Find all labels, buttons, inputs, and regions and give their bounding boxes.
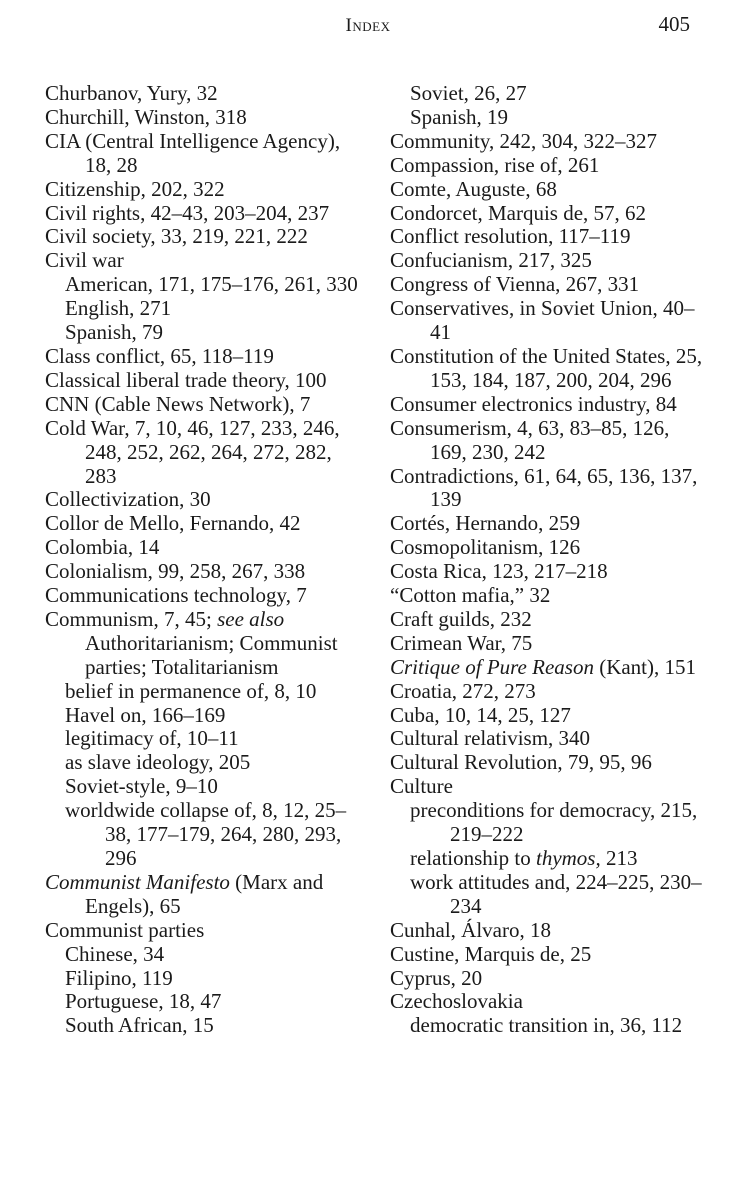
index-subentry — [45, 751, 365, 775]
index-subentry — [45, 943, 365, 967]
entry-text: Cunhal, Álvaro, 18 — [390, 917, 551, 942]
entry-text: Communist parties — [45, 917, 205, 942]
index-entry — [390, 751, 710, 775]
entry-text: Soviet, 26, 27 — [410, 81, 527, 105]
index-entry — [45, 225, 365, 249]
entry-text: Collectivization, 30 — [45, 487, 211, 512]
entry-text: Cultural Revolution, 79, 95, 96 — [390, 750, 652, 775]
entry-text: Cuba, 10, 14, 25, 127 — [390, 702, 571, 727]
index-subentry — [390, 82, 710, 106]
index-subentry — [45, 297, 365, 321]
entry-text: Colombia, 14 — [45, 535, 160, 560]
index-entry — [390, 393, 710, 417]
index-entry — [390, 943, 710, 967]
entry-text: Spanish, 19 — [410, 104, 509, 129]
running-head — [0, 12, 736, 40]
entry-text: Citizenship, 202, 322 — [45, 176, 225, 201]
entry-text: CIA (Central Intelligence Agency), 18, 28 — [45, 128, 341, 177]
index-entry — [45, 393, 365, 417]
entry-text: Craft guilds, 232 — [390, 606, 532, 631]
page-number: 405 — [658, 12, 690, 36]
index-subentry — [45, 321, 365, 345]
entry-text: American, 171, 175–176, 261, 330 — [65, 272, 358, 297]
entry-text: Authoritarianism; Communist parties; Totalitarianism — [85, 630, 338, 679]
entry-text: CNN (Cable News Network), 7 — [45, 391, 311, 416]
entry-text: Cosmopolitanism, 126 — [390, 535, 581, 560]
entry-text: Culture — [390, 774, 453, 799]
index-entry — [45, 512, 365, 536]
index-entry — [45, 130, 365, 178]
entry-text: Conservatives, in Soviet Union, 40–41 — [390, 296, 695, 345]
entry-text: Compassion, rise of, 261 — [390, 152, 600, 177]
entry-text: Contradictions, 61, 64, 65, 136, 137, 139 — [390, 463, 698, 512]
entry-text: (Kant), 151 — [593, 654, 697, 679]
index-subentry — [45, 680, 365, 704]
entry-text: Civil rights, 42–43, 203–204, 237 — [45, 200, 330, 225]
entry-text: belief in permanence of, 8, 10 — [65, 678, 317, 703]
index-entry — [390, 536, 710, 560]
entry-text: Congress of Vienna, 267, 331 — [390, 272, 640, 297]
index-entry — [390, 775, 710, 799]
entry-text: Crimean War, 75 — [390, 630, 533, 655]
index-entry — [45, 536, 365, 560]
index-entry — [390, 727, 710, 751]
entry-text: Community, 242, 304, 322–327 — [390, 128, 657, 153]
entry-text: worldwide collapse of, 8, 12, 25–38, 177–179, 264, 280, 293, 296 — [65, 798, 347, 870]
entry-text: relationship to — [410, 846, 536, 870]
entry-text: Croatia, 272, 273 — [390, 678, 536, 703]
entry-text: Cold War, 7, 10, 46, 127, 233, 246, 248, 252, 262, 264, 272, 282, 283 — [45, 415, 340, 488]
entry-text: Cultural relativism, 340 — [390, 726, 591, 751]
entry-text: “Cotton mafia,” 32 — [390, 583, 551, 608]
index-subentry — [390, 799, 710, 847]
entry-text: 213 — [600, 846, 638, 870]
entry-italic-text: see also — [217, 606, 285, 631]
index-entry — [390, 608, 710, 632]
entry-text: Churbanov, Yury, 32 — [45, 81, 218, 105]
index-entry — [45, 488, 365, 512]
index-entry — [45, 369, 365, 393]
entry-text: work attitudes and, 224–225, 230–234 — [410, 869, 702, 918]
index-column-left — [45, 82, 365, 1038]
entry-text: Communism, 7, 45; — [45, 606, 218, 631]
entry-text: Costa Rica, 123, 217–218 — [390, 559, 608, 584]
index-entry — [390, 297, 710, 345]
index-entry — [45, 106, 365, 130]
entry-text: Comte, Auguste, 68 — [390, 176, 557, 201]
index-subentry — [45, 704, 365, 728]
entry-text: Class conflict, 65, 118–119 — [45, 343, 274, 368]
entry-text: Portuguese, 18, 47 — [65, 989, 222, 1014]
index-entry — [390, 130, 710, 154]
index-entry — [45, 202, 365, 226]
entry-text: Collor de Mello, Fernando, 42 — [45, 511, 301, 536]
index-entry — [390, 990, 710, 1014]
index-subentry — [45, 799, 365, 871]
entry-text: Consumer electronics industry, 84 — [390, 391, 677, 416]
entry-text: South African, 15 — [65, 1013, 214, 1038]
index-entry — [390, 680, 710, 704]
index-entry — [45, 919, 365, 943]
index-entry — [390, 249, 710, 273]
entry-text: Consumerism, 4, 63, 83–85, 126, 169, 230, 242 — [390, 415, 670, 464]
index-subentry — [390, 1014, 710, 1038]
index-column-right — [390, 82, 710, 1038]
index-entry — [390, 632, 710, 656]
index-entry — [45, 82, 365, 106]
index-entry — [390, 656, 710, 680]
index-entry — [45, 608, 365, 680]
entry-text: Civil war — [45, 248, 124, 273]
entry-text: English, 271 — [65, 296, 172, 321]
index-subentry — [45, 273, 365, 297]
index-subentry — [45, 967, 365, 991]
index-entry — [390, 154, 710, 178]
index-entry — [390, 584, 710, 608]
entry-text: Filipino, 119 — [65, 965, 173, 990]
index-subentry — [45, 775, 365, 799]
index-entry — [390, 919, 710, 943]
index-entry — [45, 178, 365, 202]
entry-italic-text: Critique of Pure Reason — [390, 654, 594, 679]
index-entry — [45, 871, 365, 919]
entry-text: (Marx and Engels), 65 — [85, 869, 324, 918]
index-entry — [390, 202, 710, 226]
index-subentry — [45, 990, 365, 1014]
entry-text: Churchill, Winston, 318 — [45, 104, 247, 129]
entry-text: Confucianism, 217, 325 — [390, 248, 592, 273]
entry-text: Czechoslovakia — [390, 989, 523, 1014]
entry-text: Spanish, 79 — [65, 320, 164, 345]
index-entry — [390, 560, 710, 584]
index-entry — [390, 512, 710, 536]
index-entry — [390, 273, 710, 297]
index-subentry — [45, 1014, 365, 1038]
entry-text: Colonialism, 99, 258, 267, 338 — [45, 559, 306, 584]
entry-text: Communications technology, 7 — [45, 583, 307, 608]
index-entry — [390, 417, 710, 465]
index-entry — [45, 417, 365, 489]
index-subentry — [390, 871, 710, 919]
index-entry — [45, 584, 365, 608]
index-entry — [390, 225, 710, 249]
entry-text: Custine, Marquis de, 25 — [390, 941, 592, 966]
entry-text: as slave ideology, 205 — [65, 750, 251, 775]
index-entry — [390, 967, 710, 991]
entry-text: democratic transition in, 36, 112 — [410, 1013, 683, 1038]
entry-text: Cyprus, 20 — [390, 965, 483, 990]
entry-text: legitimacy of, 10–11 — [65, 726, 239, 751]
entry-text: Civil society, 33, 219, 221, 222 — [45, 224, 308, 249]
index-subentry — [45, 727, 365, 751]
entry-text: Condorcet, Marquis de, 57, 62 — [390, 200, 647, 225]
index-entry — [390, 465, 710, 513]
entry-text: Cortés, Hernando, 259 — [390, 511, 581, 536]
entry-text: Chinese, 34 — [65, 941, 165, 966]
entry-text: Soviet-style, 9–10 — [65, 774, 218, 799]
entry-text: Havel on, 166–169 — [65, 702, 226, 727]
page-header-title: Index — [345, 15, 391, 36]
index-entry — [45, 249, 365, 273]
entry-italic-text: thymos, — [535, 846, 601, 870]
index-subentry — [390, 106, 710, 130]
index-entry — [390, 178, 710, 202]
index-entry — [390, 345, 710, 393]
index-entry — [390, 704, 710, 728]
index-entry — [45, 345, 365, 369]
entry-text: Classical liberal trade theory, 100 — [45, 367, 327, 392]
entry-text: Conflict resolution, 117–119 — [390, 224, 631, 249]
index-entry — [45, 560, 365, 584]
entry-italic-text: Communist Manifesto — [45, 869, 230, 894]
index-subentry — [390, 847, 710, 871]
entry-text: Constitution of the United States, 25, 153, 184, 187, 200, 204, 296 — [390, 343, 703, 392]
entry-text: preconditions for democracy, 215, 219–222 — [410, 798, 698, 847]
